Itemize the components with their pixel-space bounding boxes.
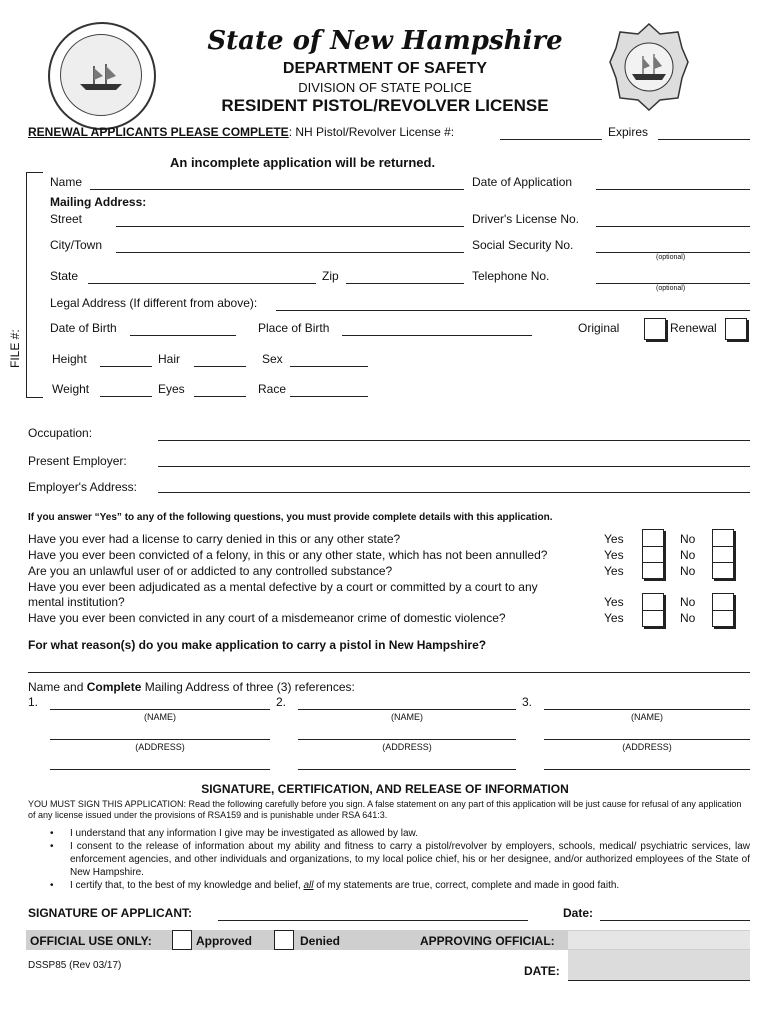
police-badge — [608, 22, 690, 112]
reference-3-name-line[interactable] — [544, 709, 750, 710]
certification-intro: YOU MUST SIGN THIS APPLICATION: Read the following carefully before you sign. A false statement on any part of this application will be just cause for refusal of any application of any license issued under the provisions of RSA159 and is punishable under RSA 641:3. — [28, 799, 742, 820]
expires-line[interactable] — [658, 139, 750, 140]
yes-label-q5: Yes — [604, 611, 624, 625]
renewal-checkbox-label: Renewal — [670, 321, 717, 335]
signature-date-line[interactable] — [600, 920, 750, 921]
state-label: State — [50, 269, 79, 283]
no-label-q4: No — [680, 595, 696, 609]
yes-checkbox-q2[interactable] — [643, 547, 663, 563]
question-3: Are you an unlawful user of or addicted to any controlled substance? — [28, 564, 393, 578]
no-checkbox-q4[interactable] — [713, 594, 733, 611]
question-5: Have you ever been convicted in any court of a misdemeanor crime of domestic violence? — [28, 611, 506, 625]
original-checkbox[interactable] — [644, 318, 666, 340]
zip-line[interactable] — [346, 283, 464, 284]
signature-date-label: Date: — [563, 906, 594, 920]
sex-line[interactable] — [290, 366, 368, 367]
height-line[interactable] — [100, 366, 152, 367]
original-label: Original — [578, 321, 620, 335]
signature-line[interactable] — [218, 920, 528, 921]
occupation-line[interactable] — [158, 440, 750, 441]
reference-2-name-line[interactable] — [298, 709, 516, 710]
date-of-birth-line[interactable] — [130, 335, 236, 336]
reference-2-address-line-2[interactable] — [298, 769, 516, 770]
city-town-line[interactable] — [116, 252, 464, 253]
reference-2-address-line[interactable] — [298, 739, 516, 740]
division-title: DIVISION OF STATE POLICE — [298, 80, 472, 95]
legal-address-line[interactable] — [276, 310, 750, 311]
no-checkbox-q5[interactable] — [713, 611, 733, 626]
renewal-label: RENEWAL APPLICANTS PLEASE COMPLETE: NH Pistol/Revolver License #: — [28, 125, 455, 139]
yes-checkbox-group-1 — [642, 529, 664, 579]
approving-official-field[interactable] — [568, 931, 750, 949]
file-bracket — [26, 172, 43, 398]
file-number-label: FILE #: — [8, 329, 22, 368]
present-employer-label: Present Employer: — [28, 454, 127, 468]
certification-title: SIGNATURE, CERTIFICATION, AND RELEASE OF INFORMATION — [201, 782, 569, 796]
form-code: DSSP85 (Rev 03/17) — [28, 960, 122, 971]
question-1: Have you ever had a license to carry denied in this or any other state? — [28, 532, 401, 546]
no-label-q1: No — [680, 532, 696, 546]
certification-bullet-1: • I understand that any information I give may be investigated as allowed by law. — [70, 827, 750, 840]
name-label: Name — [50, 175, 83, 189]
form-title: RESIDENT PISTOL/REVOLVER LICENSE — [221, 96, 549, 115]
telephone-line[interactable] — [596, 283, 750, 284]
reference-3-name-caption: (NAME) — [631, 712, 663, 722]
state-title: State of New Hampshire — [207, 26, 563, 56]
present-employer-line[interactable] — [158, 466, 750, 467]
official-date-field[interactable] — [568, 950, 750, 981]
renewal-checkbox[interactable] — [725, 318, 747, 340]
question-4-line2: mental institution? — [28, 595, 125, 609]
social-security-label: Social Security No. — [472, 238, 574, 252]
city-town-label: City/Town — [50, 238, 103, 252]
name-line[interactable] — [90, 189, 464, 190]
reference-3-address-line[interactable] — [544, 739, 750, 740]
question-4-line1: Have you ever been adjudicated as a mental defective by a court or committed by a court to any — [28, 580, 538, 594]
reference-1-number: 1. — [28, 695, 39, 709]
yes-checkbox-group-2 — [642, 593, 664, 627]
state-line[interactable] — [88, 283, 316, 284]
yes-label-q4: Yes — [604, 595, 624, 609]
drivers-license-label: Driver's License No. — [472, 212, 579, 226]
reference-1-address-caption: (ADDRESS) — [135, 742, 185, 752]
no-label-q5: No — [680, 611, 696, 625]
reference-3-number: 3. — [522, 695, 533, 709]
social-security-line[interactable] — [596, 252, 750, 253]
no-checkbox-q1[interactable] — [713, 530, 733, 547]
sex-label: Sex — [262, 352, 283, 366]
reference-2-number: 2. — [276, 695, 287, 709]
yes-checkbox-q3[interactable] — [643, 563, 663, 578]
employers-address-label: Employer's Address: — [28, 480, 138, 494]
no-checkbox-q2[interactable] — [713, 547, 733, 563]
reference-1-address-line[interactable] — [50, 739, 270, 740]
certification-bullet-3: • I certify that, to the best of my knowledge and belief, all of my statements are true, correct, complete and made in good faith. — [70, 879, 750, 892]
approved-checkbox[interactable] — [172, 930, 192, 950]
date-of-application-label: Date of Application — [472, 175, 573, 189]
department-title: DEPARTMENT OF SAFETY — [282, 60, 488, 77]
street-line[interactable] — [116, 226, 464, 227]
state-seal — [48, 22, 156, 130]
reference-1-name-caption: (NAME) — [144, 712, 176, 722]
denied-checkbox[interactable] — [274, 930, 294, 950]
telephone-label: Telephone No. — [472, 269, 550, 283]
yes-checkbox-q1[interactable] — [643, 530, 663, 547]
hair-label: Hair — [158, 352, 181, 366]
place-of-birth-label: Place of Birth — [258, 321, 330, 335]
height-label: Height — [52, 352, 87, 366]
street-label: Street — [50, 212, 83, 226]
reference-2-address-caption: (ADDRESS) — [382, 742, 432, 752]
yes-label-q2: Yes — [604, 548, 624, 562]
yes-label-q1: Yes — [604, 532, 624, 546]
reference-3-address-caption: (ADDRESS) — [622, 742, 672, 752]
incomplete-notice: An incomplete application will be returned. — [170, 155, 436, 170]
certification-bullets — [70, 827, 750, 892]
yes-checkbox-q4[interactable] — [643, 594, 663, 611]
race-line[interactable] — [290, 396, 368, 397]
license-number-line[interactable] — [500, 139, 602, 140]
yes-label-q3: Yes — [604, 564, 624, 578]
signature-label: SIGNATURE OF APPLICANT: — [28, 906, 192, 920]
drivers-license-line[interactable] — [596, 226, 750, 227]
reference-2-name-caption: (NAME) — [391, 712, 423, 722]
questions-intro: If you answer “Yes” to any of the following questions, you must provide complete details with this application. — [28, 512, 553, 523]
ship-icon — [76, 62, 126, 92]
denied-label: Denied — [300, 934, 341, 948]
date-of-application-line[interactable] — [596, 189, 750, 190]
reason-answer-line[interactable] — [28, 672, 750, 673]
eyes-label: Eyes — [158, 382, 185, 396]
no-label-q3: No — [680, 564, 696, 578]
occupation-label: Occupation: — [28, 426, 93, 440]
legal-address-label: Legal Address (If different from above): — [50, 296, 258, 310]
hair-line[interactable] — [194, 366, 246, 367]
no-checkbox-q3[interactable] — [713, 563, 733, 578]
references-intro: Name and Complete Mailing Address of three (3) references: — [28, 680, 355, 694]
approved-label: Approved — [196, 934, 253, 948]
eyes-line[interactable] — [194, 396, 246, 397]
place-of-birth-line[interactable] — [342, 335, 532, 336]
question-2: Have you ever been convicted of a felony, in this or any other state, which has not been annulled? — [28, 548, 548, 562]
official-date-label: DATE: — [524, 964, 560, 978]
no-checkbox-group-1 — [712, 529, 734, 579]
optional-note-ssn: (optional) — [656, 254, 686, 261]
expires-label: Expires — [608, 125, 649, 139]
zip-label: Zip — [322, 269, 339, 283]
reason-question: For what reason(s) do you make application to carry a pistol in New Hampshire? — [28, 638, 487, 652]
official-use-label: OFFICIAL USE ONLY: — [30, 934, 152, 948]
no-checkbox-group-2 — [712, 593, 734, 627]
mailing-address-label: Mailing Address: — [50, 195, 147, 209]
race-label: Race — [258, 382, 287, 396]
weight-line[interactable] — [100, 396, 152, 397]
yes-checkbox-q5[interactable] — [643, 611, 663, 626]
optional-note-phone: (optional) — [656, 285, 686, 292]
reference-1-name-line[interactable] — [50, 709, 270, 710]
certification-bullet-2: • I consent to the release of information about my ability and fitness to carry a pistol/revolver by employers, schools, medical/ psychiatric services, law enforcement agencies, and other individuals and organizations, to my local police chief, his or her designee, and/or authorized employees of the State of New Hampshire. — [70, 840, 750, 879]
date-of-birth-label: Date of Birth — [50, 321, 117, 335]
reference-3-address-line-2[interactable] — [544, 769, 750, 770]
reference-1-address-line-2[interactable] — [50, 769, 270, 770]
employers-address-line[interactable] — [158, 492, 750, 493]
approving-official-label: APPROVING OFFICIAL: — [420, 934, 555, 948]
weight-label: Weight — [52, 382, 90, 396]
no-label-q2: No — [680, 548, 696, 562]
